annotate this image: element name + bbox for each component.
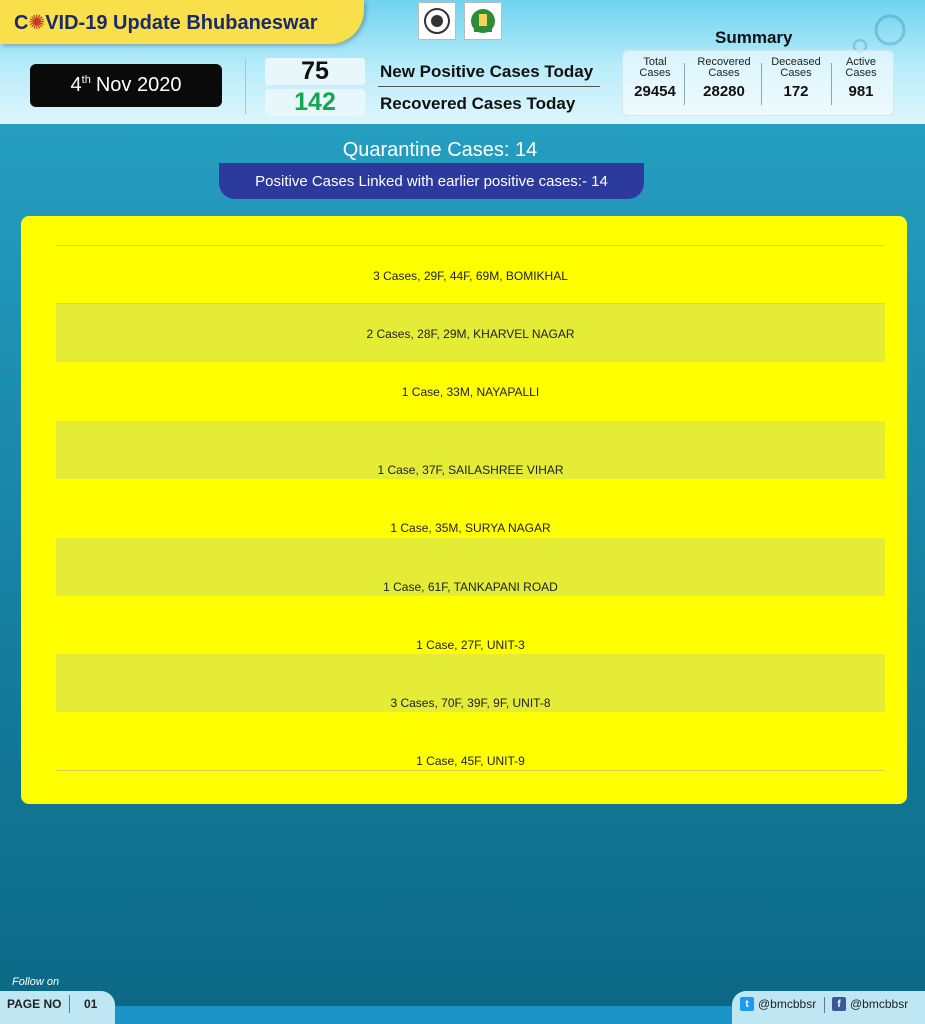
divider (378, 86, 600, 87)
page-number-tab (0, 991, 115, 1024)
header-banner (0, 0, 925, 124)
cases-card (21, 216, 907, 804)
date-badge: 4 $^{th}$ Nov 2020 (30, 64, 222, 107)
list-item: 1 Case, 27F, UNIT-3 (416, 638, 525, 652)
list-item: 1 Case, 33M, NAYAPALLI (401, 385, 540, 399)
summary-total: Total Cases 29454 (634, 56, 676, 100)
twitter-icon: t (740, 997, 754, 1011)
virus-icon: ✺ (28, 12, 46, 34)
new-positive-count: 75 (265, 58, 365, 85)
divider (761, 63, 762, 105)
list-item: 1 Case, 61F, TANKAPANI ROAD (56, 538, 885, 596)
list-item: 3 Cases, 29F, 44F, 69M, BOMIKHAL (373, 269, 568, 283)
divider (245, 58, 246, 114)
divider (684, 63, 685, 105)
summary-panel (622, 50, 894, 116)
summary-deceased: Deceased Cases 172 (771, 56, 821, 100)
recovered-label: Recovered Cases Today (380, 94, 576, 113)
title-tab (0, 0, 364, 44)
facebook-link[interactable]: f @bmcbbsr (832, 997, 908, 1011)
follow-label: Follow on (12, 976, 60, 988)
summary-active: Active Cases 981 (845, 56, 877, 100)
list-item: 1 Case, 35M, SURYA NAGAR (390, 521, 551, 535)
list-item: 2 Cases, 28F, 29M, KHARVEL NAGAR (56, 304, 885, 362)
summary-title: Summary (715, 28, 793, 47)
footer-bar (110, 1006, 740, 1024)
quarantine-heading: Quarantine Cases: 14 (342, 139, 538, 161)
list-item: 1 Case, 45F, UNIT-9 (416, 754, 525, 768)
twitter-link[interactable]: t @bmcbbsr (740, 997, 816, 1011)
list-item: 1 Case, 37F, SAILASHREE VIHAR (56, 421, 885, 479)
page-title: C✺VID-19 Update Bhubaneswar (14, 12, 318, 34)
bmc-logo (464, 2, 502, 40)
divider (831, 63, 832, 105)
facebook-icon: f (832, 997, 846, 1011)
emblem-logo (418, 2, 456, 40)
divider (56, 770, 885, 771)
social-links (732, 991, 925, 1024)
list-item: 3 Cases, 70F, 39F, 9F, UNIT-8 (56, 654, 885, 712)
new-positive-label: New Positive Cases Today (380, 62, 594, 81)
linked-cases-banner: Positive Cases Linked with earlier positive cases:- 14 (219, 163, 644, 199)
page-number: 01 (84, 997, 98, 1011)
recovered-count: 142 (265, 89, 365, 116)
divider (824, 997, 825, 1013)
page-label: PAGE NO (7, 997, 62, 1011)
summary-recovered: Recovered Cases 28280 (697, 56, 751, 100)
divider (69, 995, 70, 1013)
